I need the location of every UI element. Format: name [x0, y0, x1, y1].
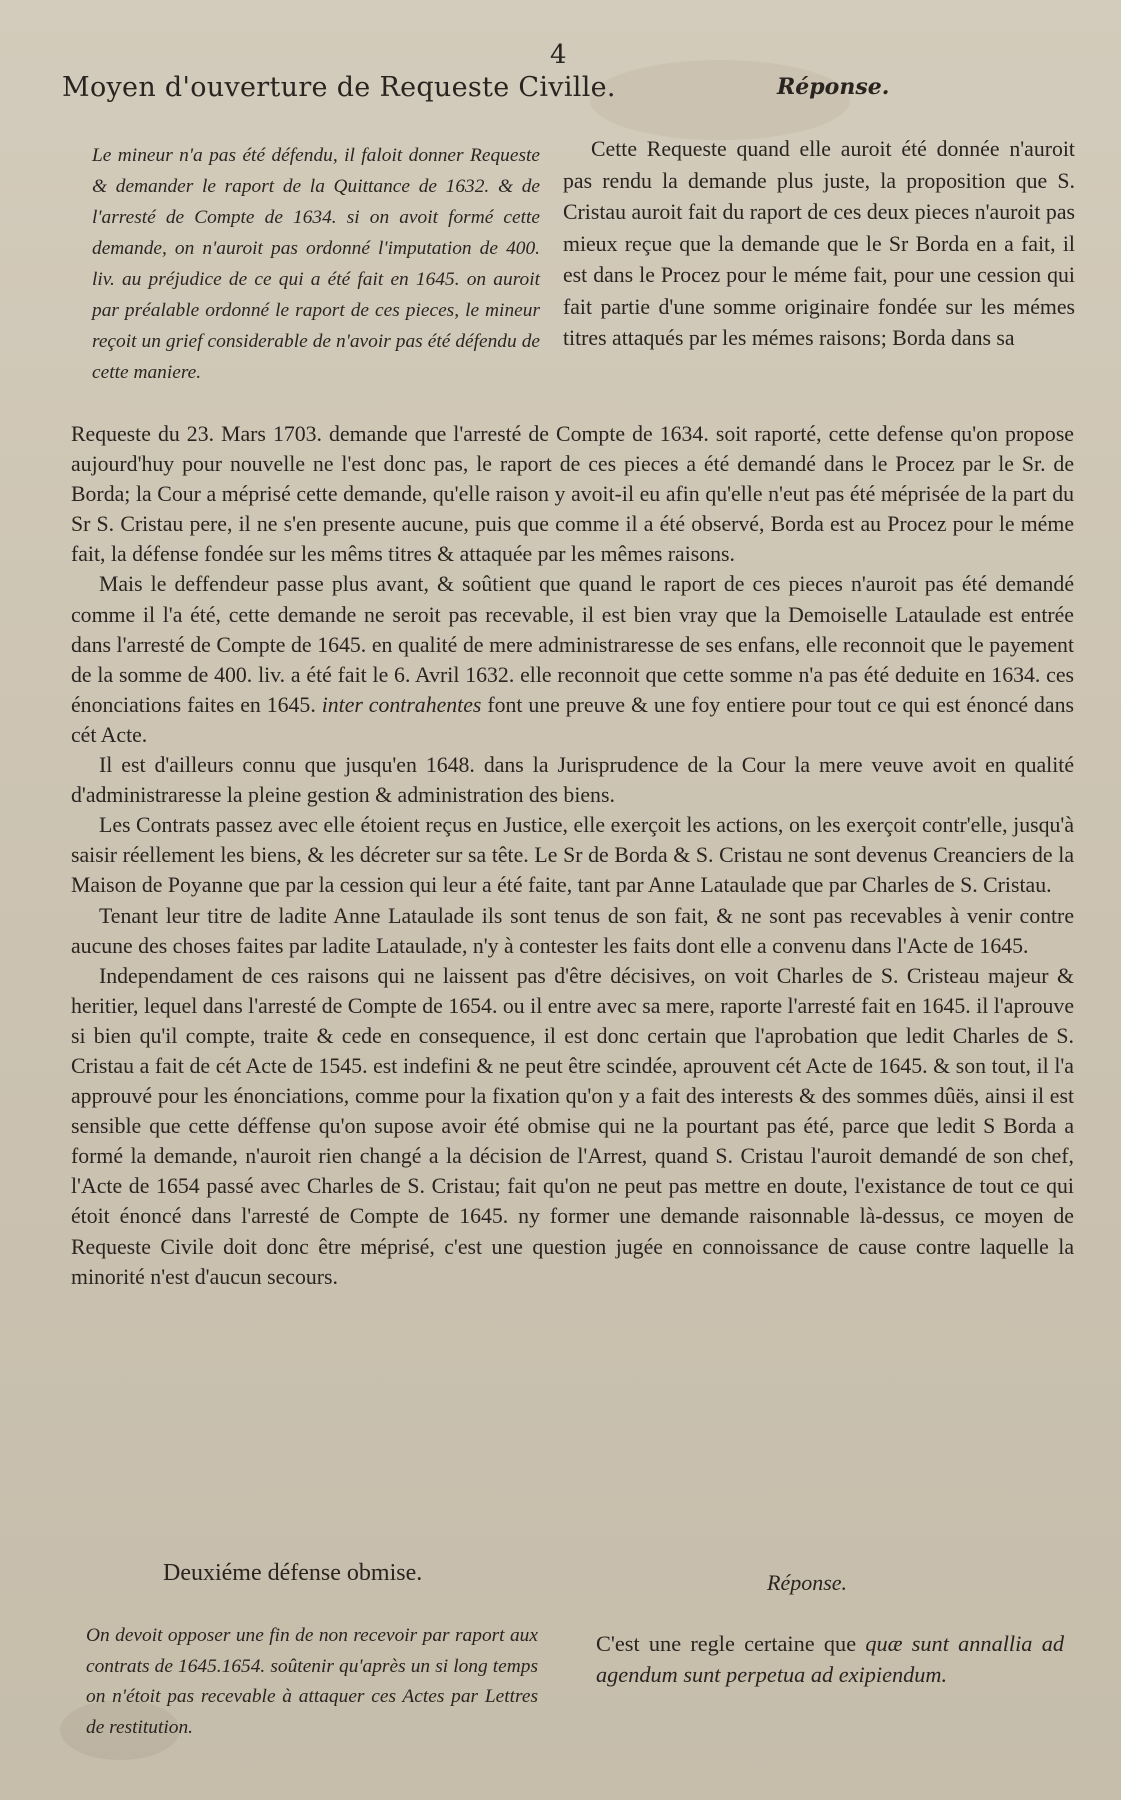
section1-right-column	[563, 134, 1075, 355]
section1-reponse-heading: Réponse.	[777, 74, 890, 100]
section2-left-column: On devoit opposer une fin de non recevoir par raport aux contrats de 1645.1654. soûtenir qu'après un si long temps on n'étoit pas recevable à attaquer ces Actes par Lettres de restitution.	[86, 1625, 538, 1738]
main-body-text	[71, 419, 1074, 1292]
page-number: 4	[550, 40, 567, 70]
section1-right-paragraph: Cette Requeste quand elle auroit été donnée n'auroit pas rendu la demande plus juste, la proposition que S. Cristau auroit fait du raport de ces deux pieces n'auroit pas mieux reçue que la demande que le Sr Borda en a fait, il est dans le Procez pour le méme fait, pour une cession qui fait partie d'une somme originaire fondée sur les mémes titres attaqués par les mémes raisons; Borda dans sa	[563, 137, 1075, 350]
body-paragraph-6: Independament de ces raisons qui ne laissent pas d'être décisives, on voit Charles de S. Cristeau majeur & heritier, lequel dans l'arresté de Compte de 1654. ou il entre avec sa mere, raporte l'arresté fait en 1645. il l'aprouve si bien qu'il compte, traite & cede en consequence, il est donc certain que l'aprobation que ledit Charles de S. Cristau a fait de cét Acte de 1545. est indefini & ne peut être scindée, aprouvent cét Acte de 1645. & son tout, il l'a approuvé pour les énonciations, comme pour la fixation qu'on y a fait des interests & des sommes dûës, ainsi il est sensible que cette déffense qu'on supose avoir été obmise qui ne la pourtant pas été, parce que ledit S Borda a formé la demande, n'auroit rien changé a la décision de l'Arrest, quand S. Cristau l'auroit demandé de son chef, l'Acte de 1654 passé avec Charles de S. Cristau; fait qu'on ne peut pas mettre en doute, l'existance de tout ce qui étoit énoncé dans l'arresté de Compte de 1645. ny former une demande raisonnable là-dessus, ce moyen de Requeste Civile doit donc être méprisé, c'est une question jugée en connoissance de cause contre laquelle la minorité n'est d'aucun secours.	[71, 963, 1074, 1289]
body-paragraph-5: Tenant leur titre de ladite Anne Lataulade ils sont tenus de son fait, & ne sont pas recevables à venir contre aucune des choses faites par ladite Lataulade, n'y à contester les faits dont elle a convenu dans l'Acte de 1645.	[71, 903, 1074, 958]
section2-right-column	[596, 1628, 1064, 1690]
body-paragraph-2-part-b: font une preuve & une foy entiere pour tout ce qui est énoncé dans cét Acte.	[71, 692, 1074, 747]
section1-left-column: Le mineur n'a pas été défendu, il faloit donner Requeste & demander le raport de la Quittance de 1632. & de l'arresté de Compte de 1634. si on avoit formé cette demande, on n'auroit pas ordonné l'imputation de 400. liv. au préjudice de ce qui a été fait en 1645. on auroit par préalable ordonné le raport de ces pieces, le mineur reçoit un grief considerable de n'avoir pas été défendu de cette maniere.	[92, 145, 540, 383]
body-paragraph-4: Les Contrats passez avec elle étoient reçus en Justice, elle exerçoit les actions, on les exerçoit contr'elle, jusqu'à saisir réellement les biens, & les décreter sur sa tête. Le Sr de Borda & S. Cristau ne sont devenus Creanciers de la Maison de Poyanne que par la cession qui leur a été faite, tant par Anne Lataulade que par Charles de S. Cristau.	[71, 813, 1074, 898]
body-paragraph-2	[71, 569, 1074, 750]
body-paragraph-2-part-a: Mais le deffendeur passe plus avant, & soûtient que quand le raport de ces pieces n'auroit pas été demandé comme il l'a été, cette demande ne seroit pas recevable, il est bien vray que la Demoiselle Lataulade est entrée dans l'arresté de Compte de 1645. en qualité de mere administraresse de ses enfans, elle reconnoit que le payement de la somme de 400. liv. a été fait le 6. Avril 1632. elle reconnoit que cette somme n'a pas été deduite en 1634. ces énonciations faites en 1645.	[71, 572, 1074, 717]
section2-latin-maxim: quæ sunt annallia ad agendum sunt perpetua ad exipiendum.	[596, 1631, 1064, 1687]
section2-right-text: C'est une regle certaine que	[596, 1631, 857, 1656]
body-paragraph-1: Requeste du 23. Mars 1703. demande que l'arresté de Compte de 1634. soit raporté, cette defense qu'on propose aujourd'huy pour nouvelle ne l'est donc pas, le raport de ces pieces a été demandé dans le Procez par le Sr. de Borda; la Cour a méprisé cette demande, qu'elle raison y avoit-il eu afin qu'elle n'eut pas été méprisée de la part du Sr S. Cristau pere, il ne s'en presente aucune, puis que comme il a été observé, Borda est au Procez pour le méme fait, la défense fondée sur les mêms titres & attaquée par les mêmes raisons.	[71, 422, 1074, 567]
section1-title: Moyen d'ouverture de Requeste Civille.	[62, 72, 616, 103]
section2-title: Deuxiéme défense obmise.	[163, 1560, 423, 1586]
section1-header	[62, 72, 1065, 112]
latin-phrase: inter contrahentes	[321, 692, 482, 717]
body-paragraph-3: Il est d'ailleurs connu que jusqu'en 1648. dans la Jurisprudence de la Cour la mere veuve avoit en qualité d'administraresse la pleine gestion & administration des biens.	[71, 753, 1074, 808]
section2-reponse-heading: Réponse.	[767, 1570, 848, 1595]
